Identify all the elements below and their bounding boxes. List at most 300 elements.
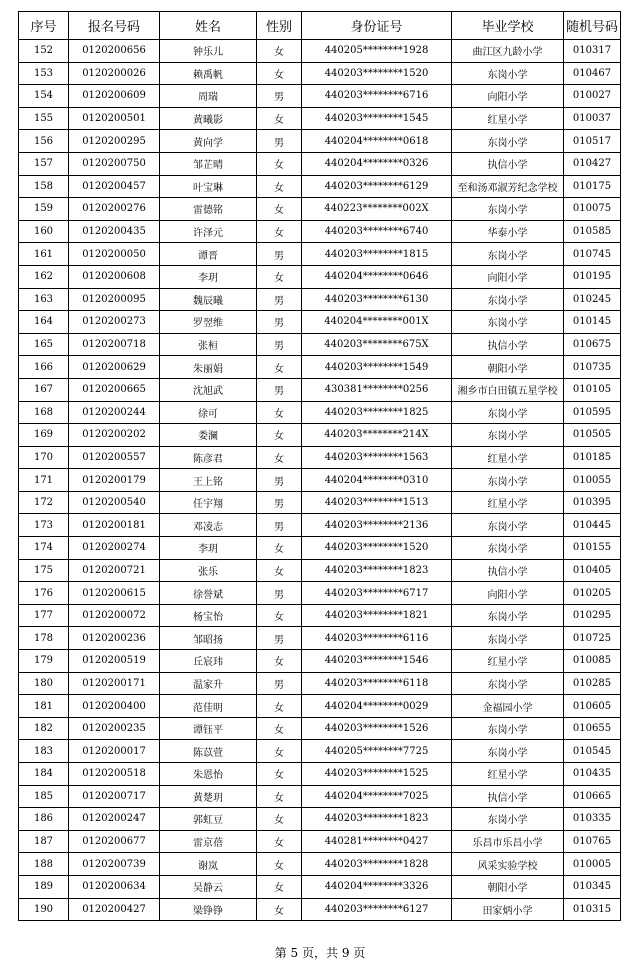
cell-gender: 男 (257, 288, 302, 311)
cell-gender: 男 (257, 469, 302, 492)
table-row (19, 650, 621, 673)
cell-seq: 190 (19, 898, 69, 921)
cell-seq: 172 (19, 491, 69, 514)
cell-reg-no: 0120200017 (69, 740, 160, 763)
page-footer: 第 5 页，共 9 页 (274, 946, 366, 960)
cell-school: 东岗小学 (452, 469, 564, 492)
cell-seq: 170 (19, 446, 69, 469)
cell-school: 执信小学 (452, 333, 564, 356)
cell-random-no: 010205 (564, 582, 621, 605)
cell-name: 沈旭武 (160, 378, 257, 401)
cell-school: 乐昌市乐昌小学 (452, 830, 564, 853)
cell-name: 魏辰曦 (160, 288, 257, 311)
cell-random-no: 010185 (564, 446, 621, 469)
cell-random-no: 010445 (564, 514, 621, 537)
cell-school: 东岗小学 (452, 627, 564, 650)
cell-name: 丘宸玮 (160, 650, 257, 673)
cell-reg-no: 0120200026 (69, 62, 160, 85)
cell-name: 范佳明 (160, 695, 257, 718)
cell-reg-no: 0120200244 (69, 401, 160, 424)
cell-gender: 女 (257, 424, 302, 447)
cell-name: 李玥 (160, 537, 257, 560)
cell-seq: 156 (19, 130, 69, 153)
cell-gender: 女 (257, 40, 302, 63)
table-row (19, 514, 621, 537)
table-row (19, 424, 621, 447)
table-row (19, 401, 621, 424)
cell-gender: 女 (257, 875, 302, 898)
cell-gender: 女 (257, 853, 302, 876)
table-row (19, 695, 621, 718)
cell-id-no: 440204********0029 (302, 695, 452, 718)
cell-school: 红星小学 (452, 650, 564, 673)
cell-school: 执信小学 (452, 152, 564, 175)
table-row (19, 604, 621, 627)
cell-id-no: 440203********1823 (302, 808, 452, 831)
cell-random-no: 010075 (564, 198, 621, 221)
cell-id-no: 440203********1526 (302, 717, 452, 740)
student-table (18, 11, 621, 921)
cell-seq: 162 (19, 265, 69, 288)
cell-name: 王上铭 (160, 469, 257, 492)
cell-name: 陈彦君 (160, 446, 257, 469)
cell-school: 东岗小学 (452, 424, 564, 447)
cell-school: 金福园小学 (452, 695, 564, 718)
cell-reg-no: 0120200677 (69, 830, 160, 853)
cell-reg-no: 0120200236 (69, 627, 160, 650)
cell-random-no: 010467 (564, 62, 621, 85)
cell-school: 东岗小学 (452, 808, 564, 831)
cell-school: 朝阳小学 (452, 356, 564, 379)
cell-id-no: 440203********1825 (302, 401, 452, 424)
cell-name: 梁铮铮 (160, 898, 257, 921)
cell-id-no: 440223********002X (302, 198, 452, 221)
cell-id-no: 440203********1549 (302, 356, 452, 379)
table-row (19, 107, 621, 130)
cell-school: 东岗小学 (452, 311, 564, 334)
cell-id-no: 440203********2136 (302, 514, 452, 537)
cell-school: 至和汤邓淑芳纪念学校 (452, 175, 564, 198)
cell-reg-no: 0120200181 (69, 514, 160, 537)
cell-reg-no: 0120200518 (69, 763, 160, 786)
cell-gender: 女 (257, 808, 302, 831)
cell-name: 张乐 (160, 559, 257, 582)
table-row (19, 537, 621, 560)
table-row (19, 898, 621, 921)
cell-id-no: 440204********0618 (302, 130, 452, 153)
cell-id-no: 440203********6127 (302, 898, 452, 921)
cell-gender: 女 (257, 107, 302, 130)
cell-gender: 男 (257, 582, 302, 605)
cell-seq: 183 (19, 740, 69, 763)
cell-name: 吴静云 (160, 875, 257, 898)
cell-name: 罗翌维 (160, 311, 257, 334)
table-row (19, 243, 621, 266)
cell-name: 钟乐儿 (160, 40, 257, 63)
cell-gender: 男 (257, 627, 302, 650)
cell-school: 向阳小学 (452, 265, 564, 288)
cell-seq: 187 (19, 830, 69, 853)
cell-name: 赖禹帆 (160, 62, 257, 85)
table-row (19, 491, 621, 514)
cell-seq: 173 (19, 514, 69, 537)
cell-gender: 女 (257, 265, 302, 288)
cell-id-no: 440203********1821 (302, 604, 452, 627)
cell-random-no: 010085 (564, 650, 621, 673)
cell-id-no: 440203********1828 (302, 853, 452, 876)
cell-reg-no: 0120200072 (69, 604, 160, 627)
cell-gender: 男 (257, 243, 302, 266)
cell-id-no: 440204********3326 (302, 875, 452, 898)
cell-name: 谢岚 (160, 853, 257, 876)
table-row (19, 220, 621, 243)
cell-id-no: 440203********214X (302, 424, 452, 447)
cell-name: 周瑞 (160, 85, 257, 108)
cell-id-no: 440203********1563 (302, 446, 452, 469)
cell-name: 朱丽娟 (160, 356, 257, 379)
cell-seq: 184 (19, 763, 69, 786)
cell-reg-no: 0120200540 (69, 491, 160, 514)
cell-reg-no: 0120200609 (69, 85, 160, 108)
cell-school: 东岗小学 (452, 672, 564, 695)
cell-reg-no: 0120200295 (69, 130, 160, 153)
cell-school: 田家炳小学 (452, 898, 564, 921)
cell-seq: 177 (19, 604, 69, 627)
cell-seq: 181 (19, 695, 69, 718)
header-gender: 性别 (257, 12, 302, 40)
cell-name: 谭晋 (160, 243, 257, 266)
header-name: 姓名 (160, 12, 257, 40)
table-row (19, 582, 621, 605)
cell-random-no: 010435 (564, 763, 621, 786)
table-row (19, 740, 621, 763)
table-row (19, 175, 621, 198)
cell-id-no: 440203********1520 (302, 62, 452, 85)
cell-reg-no: 0120200457 (69, 175, 160, 198)
cell-school: 红星小学 (452, 107, 564, 130)
cell-school: 东岗小学 (452, 401, 564, 424)
cell-random-no: 010195 (564, 265, 621, 288)
cell-school: 红星小学 (452, 491, 564, 514)
cell-random-no: 010605 (564, 695, 621, 718)
cell-gender: 男 (257, 333, 302, 356)
cell-seq: 165 (19, 333, 69, 356)
cell-school: 东岗小学 (452, 288, 564, 311)
cell-random-no: 010245 (564, 288, 621, 311)
cell-id-no: 440204********0646 (302, 265, 452, 288)
table-row (19, 333, 621, 356)
cell-name: 张桓 (160, 333, 257, 356)
cell-gender: 女 (257, 62, 302, 85)
cell-id-no: 440203********1513 (302, 491, 452, 514)
cell-school: 向阳小学 (452, 85, 564, 108)
cell-random-no: 010675 (564, 333, 621, 356)
cell-random-no: 010027 (564, 85, 621, 108)
cell-id-no: 440203********6130 (302, 288, 452, 311)
cell-name: 黄曦影 (160, 107, 257, 130)
cell-name: 谭钰平 (160, 717, 257, 740)
cell-random-no: 010317 (564, 40, 621, 63)
cell-random-no: 010725 (564, 627, 621, 650)
cell-seq: 175 (19, 559, 69, 582)
cell-seq: 158 (19, 175, 69, 198)
cell-random-no: 010427 (564, 152, 621, 175)
cell-random-no: 010405 (564, 559, 621, 582)
cell-random-no: 010765 (564, 830, 621, 853)
cell-id-no: 440203********1815 (302, 243, 452, 266)
cell-id-no: 440204********0310 (302, 469, 452, 492)
cell-gender: 女 (257, 152, 302, 175)
cell-reg-no: 0120200171 (69, 672, 160, 695)
cell-reg-no: 0120200247 (69, 808, 160, 831)
cell-name: 雷德铭 (160, 198, 257, 221)
cell-school: 东岗小学 (452, 62, 564, 85)
cell-random-no: 010005 (564, 853, 621, 876)
cell-school: 执信小学 (452, 785, 564, 808)
cell-name: 邹芷晴 (160, 152, 257, 175)
cell-seq: 160 (19, 220, 69, 243)
cell-gender: 女 (257, 898, 302, 921)
cell-random-no: 010155 (564, 537, 621, 560)
cell-gender: 女 (257, 175, 302, 198)
cell-random-no: 010105 (564, 378, 621, 401)
cell-seq: 155 (19, 107, 69, 130)
table-row (19, 356, 621, 379)
cell-id-no: 440203********6740 (302, 220, 452, 243)
table-row (19, 62, 621, 85)
cell-reg-no: 0120200721 (69, 559, 160, 582)
cell-gender: 女 (257, 650, 302, 673)
cell-school: 执信小学 (452, 559, 564, 582)
table-row (19, 830, 621, 853)
cell-reg-no: 0120200519 (69, 650, 160, 673)
cell-name: 陈苡萱 (160, 740, 257, 763)
cell-school: 东岗小学 (452, 740, 564, 763)
cell-reg-no: 0120200750 (69, 152, 160, 175)
cell-reg-no: 0120200501 (69, 107, 160, 130)
cell-gender: 女 (257, 198, 302, 221)
cell-seq: 169 (19, 424, 69, 447)
cell-id-no: 440205********1928 (302, 40, 452, 63)
cell-school: 朝阳小学 (452, 875, 564, 898)
student-list-sheet (18, 11, 620, 921)
cell-id-no: 440203********6116 (302, 627, 452, 650)
table-body (19, 40, 621, 921)
cell-id-no: 440203********675X (302, 333, 452, 356)
cell-id-no: 440204********0326 (302, 152, 452, 175)
cell-gender: 女 (257, 446, 302, 469)
cell-seq: 161 (19, 243, 69, 266)
cell-reg-no: 0120200557 (69, 446, 160, 469)
cell-name: 徐可 (160, 401, 257, 424)
cell-reg-no: 0120200202 (69, 424, 160, 447)
cell-random-no: 010735 (564, 356, 621, 379)
cell-seq: 178 (19, 627, 69, 650)
table-row (19, 785, 621, 808)
table-row (19, 672, 621, 695)
cell-random-no: 010295 (564, 604, 621, 627)
cell-seq: 176 (19, 582, 69, 605)
header-reg-no: 报名号码 (69, 12, 160, 40)
table-row (19, 198, 621, 221)
cell-name: 黄楚玥 (160, 785, 257, 808)
cell-id-no: 440203********1520 (302, 537, 452, 560)
table-row (19, 469, 621, 492)
cell-seq: 185 (19, 785, 69, 808)
cell-id-no: 440203********1823 (302, 559, 452, 582)
cell-reg-no: 0120200400 (69, 695, 160, 718)
header-id-no: 身份证号 (302, 12, 452, 40)
cell-gender: 女 (257, 695, 302, 718)
cell-school: 东岗小学 (452, 537, 564, 560)
cell-school: 湘乡市白田镇五星学校 (452, 378, 564, 401)
cell-id-no: 440203********1545 (302, 107, 452, 130)
cell-random-no: 010505 (564, 424, 621, 447)
cell-reg-no: 0120200435 (69, 220, 160, 243)
cell-gender: 男 (257, 378, 302, 401)
cell-name: 许泽元 (160, 220, 257, 243)
cell-seq: 182 (19, 717, 69, 740)
cell-gender: 女 (257, 537, 302, 560)
cell-random-no: 010665 (564, 785, 621, 808)
cell-random-no: 010285 (564, 672, 621, 695)
cell-school: 红星小学 (452, 446, 564, 469)
table-row (19, 717, 621, 740)
header-seq: 序号 (19, 12, 69, 40)
cell-seq: 179 (19, 650, 69, 673)
cell-name: 邓凌志 (160, 514, 257, 537)
cell-id-no: 440203********6716 (302, 85, 452, 108)
cell-seq: 164 (19, 311, 69, 334)
table-row (19, 265, 621, 288)
table-row (19, 40, 621, 63)
cell-gender: 女 (257, 717, 302, 740)
cell-id-no: 440203********6129 (302, 175, 452, 198)
cell-school: 东岗小学 (452, 130, 564, 153)
cell-name: 朱恩怡 (160, 763, 257, 786)
cell-random-no: 010145 (564, 311, 621, 334)
cell-seq: 174 (19, 537, 69, 560)
cell-reg-no: 0120200179 (69, 469, 160, 492)
cell-gender: 男 (257, 514, 302, 537)
cell-reg-no: 0120200050 (69, 243, 160, 266)
cell-seq: 153 (19, 62, 69, 85)
header-row (19, 12, 621, 40)
table-row (19, 853, 621, 876)
cell-name: 黄向学 (160, 130, 257, 153)
cell-reg-no: 0120200427 (69, 898, 160, 921)
cell-name: 娄澜 (160, 424, 257, 447)
cell-random-no: 010055 (564, 469, 621, 492)
cell-name: 任宇翔 (160, 491, 257, 514)
cell-name: 徐誉斌 (160, 582, 257, 605)
cell-gender: 女 (257, 220, 302, 243)
cell-reg-no: 0120200656 (69, 40, 160, 63)
cell-name: 叶宝琳 (160, 175, 257, 198)
cell-id-no: 440205********7725 (302, 740, 452, 763)
table-row (19, 446, 621, 469)
cell-gender: 女 (257, 356, 302, 379)
cell-random-no: 010345 (564, 875, 621, 898)
cell-gender: 女 (257, 401, 302, 424)
cell-id-no: 440204********7025 (302, 785, 452, 808)
cell-random-no: 010037 (564, 107, 621, 130)
cell-name: 邹昭扬 (160, 627, 257, 650)
cell-reg-no: 0120200615 (69, 582, 160, 605)
cell-id-no: 440204********001X (302, 311, 452, 334)
cell-school: 风采实验学校 (452, 853, 564, 876)
cell-seq: 152 (19, 40, 69, 63)
cell-seq: 186 (19, 808, 69, 831)
cell-random-no: 010595 (564, 401, 621, 424)
header-random-no: 随机号码 (564, 12, 621, 40)
cell-gender: 女 (257, 559, 302, 582)
cell-gender: 男 (257, 491, 302, 514)
cell-random-no: 010395 (564, 491, 621, 514)
cell-school: 曲江区九龄小学 (452, 40, 564, 63)
cell-school: 向阳小学 (452, 582, 564, 605)
cell-school: 东岗小学 (452, 604, 564, 627)
cell-gender: 女 (257, 740, 302, 763)
cell-gender: 男 (257, 311, 302, 334)
cell-school: 华泰小学 (452, 220, 564, 243)
cell-school: 东岗小学 (452, 717, 564, 740)
cell-reg-no: 0120200608 (69, 265, 160, 288)
header-school: 毕业学校 (452, 12, 564, 40)
cell-seq: 159 (19, 198, 69, 221)
table-row (19, 875, 621, 898)
cell-reg-no: 0120200665 (69, 378, 160, 401)
cell-random-no: 010517 (564, 130, 621, 153)
cell-reg-no: 0120200273 (69, 311, 160, 334)
table-row (19, 378, 621, 401)
cell-reg-no: 0120200634 (69, 875, 160, 898)
table-row (19, 763, 621, 786)
cell-seq: 166 (19, 356, 69, 379)
cell-id-no: 430381********0256 (302, 378, 452, 401)
cell-id-no: 440203********1525 (302, 763, 452, 786)
cell-seq: 171 (19, 469, 69, 492)
cell-seq: 154 (19, 85, 69, 108)
cell-school: 红星小学 (452, 763, 564, 786)
cell-reg-no: 0120200276 (69, 198, 160, 221)
cell-seq: 167 (19, 378, 69, 401)
cell-id-no: 440203********1546 (302, 650, 452, 673)
cell-name: 温家升 (160, 672, 257, 695)
cell-seq: 157 (19, 152, 69, 175)
cell-id-no: 440203********6118 (302, 672, 452, 695)
cell-gender: 女 (257, 785, 302, 808)
table-row (19, 288, 621, 311)
cell-name: 郭虹豆 (160, 808, 257, 831)
cell-seq: 180 (19, 672, 69, 695)
cell-seq: 163 (19, 288, 69, 311)
cell-name: 李玥 (160, 265, 257, 288)
cell-random-no: 010175 (564, 175, 621, 198)
cell-school: 东岗小学 (452, 243, 564, 266)
cell-seq: 188 (19, 853, 69, 876)
cell-random-no: 010655 (564, 717, 621, 740)
cell-school: 东岗小学 (452, 514, 564, 537)
cell-reg-no: 0120200235 (69, 717, 160, 740)
table-row (19, 559, 621, 582)
cell-random-no: 010335 (564, 808, 621, 831)
cell-seq: 189 (19, 875, 69, 898)
cell-gender: 男 (257, 130, 302, 153)
cell-reg-no: 0120200717 (69, 785, 160, 808)
cell-gender: 男 (257, 672, 302, 695)
cell-gender: 女 (257, 763, 302, 786)
